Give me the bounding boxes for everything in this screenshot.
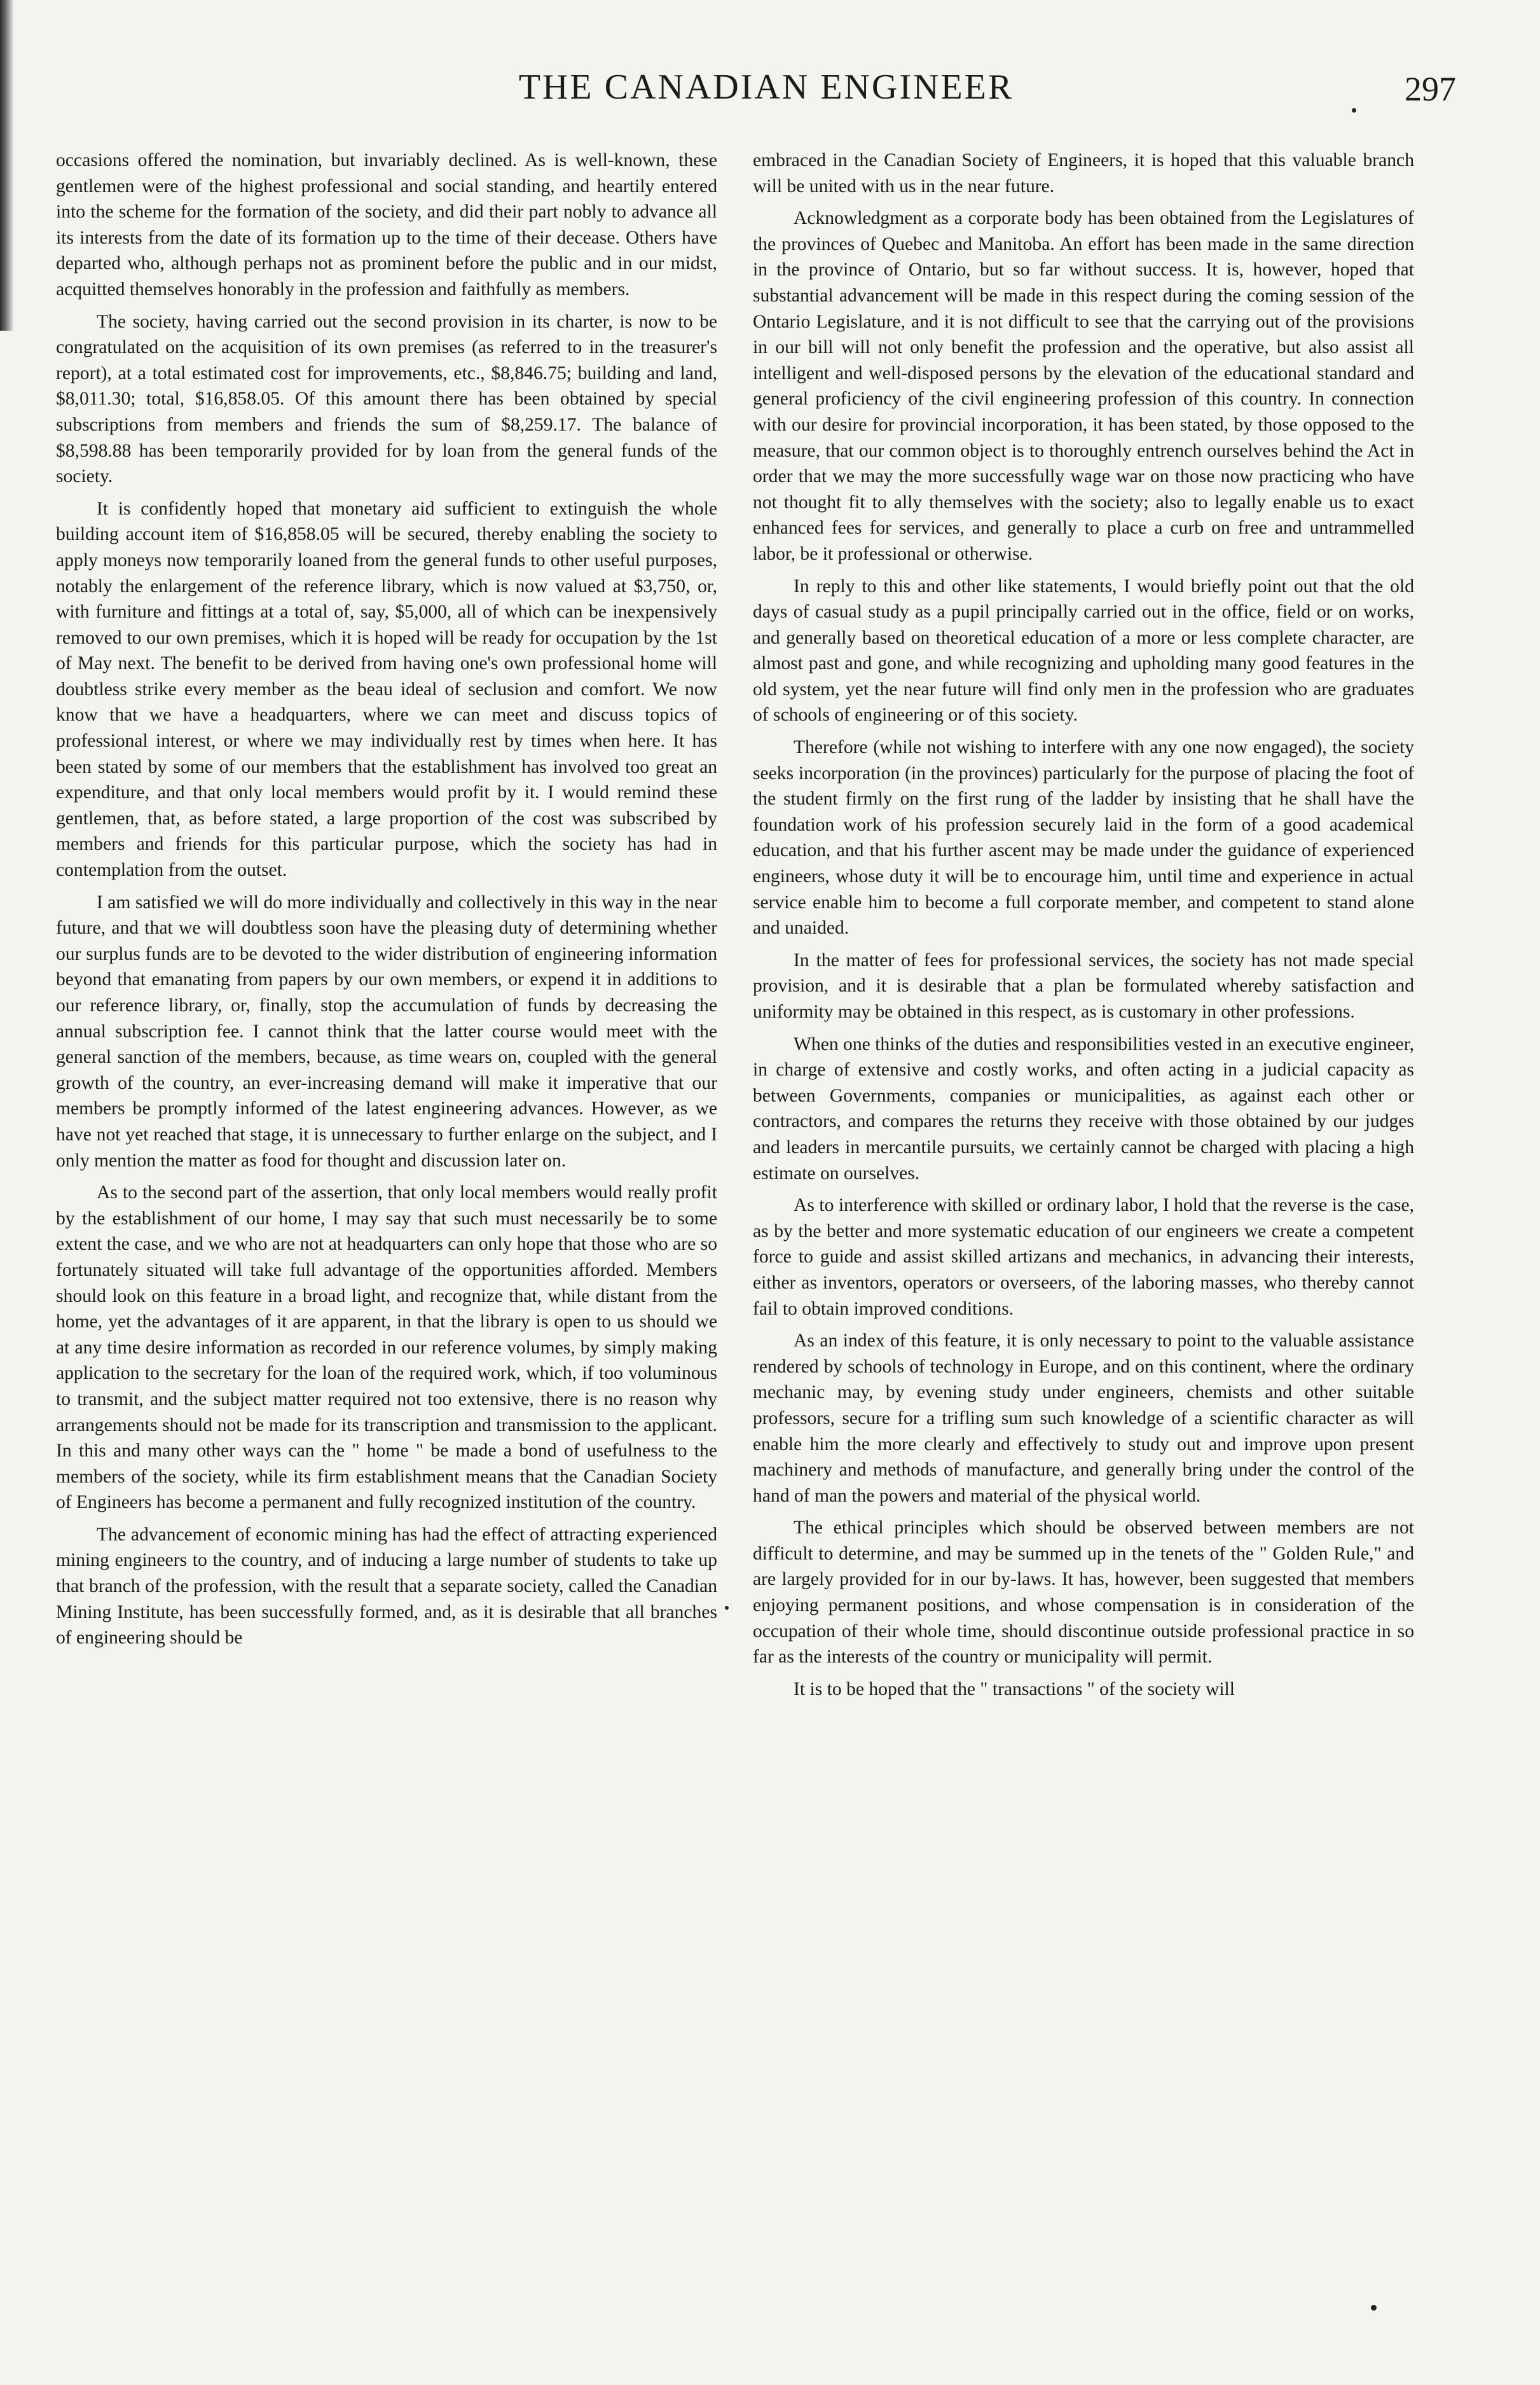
right-text-column [753,148,1414,1702]
paragraph: I am satisfied we will do more individually and collectively in this way in the near future, and that we will doubtless soon have the pleasing duty of determining whether our surplus funds are to be devoted to the wider distribution of engineering information beyond that emanating from papers by our own members, or expend it in additions to our reference library, or, finally, stop the accumulation of funds by decreasing the annual subscription fee. I cannot think that the latter course would meet with the general sanction of the members, because, as time wears on, coupled with the general growth of the country, an ever-increasing demand will make it imperative that our members be promptly informed of the latest engineering advances. However, as we have not yet reached that stage, it is unnecessary to further enlarge on the subject, and I only mention the matter as food for thought and discussion later on. [56,892,717,1171]
paragraph: In reply to this and other like statements, I would briefly point out that the old days of casual study as a pupil principally carried out in the office, field or on works, and generally based on theoretical education of a more or less complete character, are almost past and gone, and while recognizing and upholding many good features in the old system, yet the near future will find only men in the profession who are graduates of schools of engineering or of this society. [753,576,1414,726]
print-speck [725,1606,729,1610]
paragraph: The advancement of economic mining has had the effect of attracting experienced mining engineers to the country, and of inducing a large number of students to take up that branch of the profession, with the result that a separate society, called the Canadian Mining Institute, has been successfully formed, and, as it is desirable that all branches of engineering should be [56,1524,717,1649]
paragraph: The ethical principles which should be observed between members are not difficult to determine, and may be summed up in the tenets of the " Golden Rule," and are largely provided for in our by-laws. It has, however, been suggested that members enjoying permanent positions, and whose compensation is in consideration of the occupation of their whole time, should discontinue outside professional practice in so far as the interests of the country or municipality will permit. [753,1517,1414,1668]
left-text-column [56,148,717,1651]
paragraph: It is to be hoped that the " transactions " of the society will [794,1678,1235,1699]
paragraph: When one thinks of the duties and responsibilities vested in an executive engineer, in charge of extensive and costly works, and often acting in a judicial capacity as between Governments, companies or municipalities, as against each other or contractors, and compares the returns they receive with those obtained by our judges and leaders in mercantile pursuits, we certainly cannot be charged with placing a high estimate on ourselves. [753,1034,1414,1184]
paragraph: As to the second part of the assertion, that only local members would really profit by the establishment of our home, I may say that such must necessarily be to some extent the case, and we who are not at headquarters can only hope that those who are so fortunately situated will take full advantage of the opportunities afforded. Members should look on this feature in a broad light, and recognize that, while distant from the home, yet the advantages of it are apparent, in that the library is open to us should we at any time desire information as recorded in our reference volumes, by simply making application to the secretary for the loan of the required work, which, if too voluminous to transmit, and the subject matter required not too extensive, there is no reason why arrangements should not be made for its transcription and transmission to the applicant. In this and many other ways can the " home " be made a bond of usefulness to the members of the society, while its firm establishment means that the Canadian Society of Engineers has become a permanent and fully recognized institution of the country. [56,1182,717,1513]
paragraph: As an index of this feature, it is only necessary to point to the valuable assistance rendered by schools of technology in Europe, and on this continent, where the ordinary mechanic may, by evening study under engineers, chemists and other suitable professors, secure for a trifling sum such knowledge of a scientific character as will enable him the more clearly and effectively to study out and improve upon present machinery and methods of manufacture, and generally bring under the control of the hand of man the powers and material of the physical world. [753,1331,1414,1506]
paragraph: embraced in the Canadian Society of Engineers, it is hoped that this valuable branch will be united with us in the near future. [753,150,1414,197]
print-speck [1352,108,1356,113]
page-header [51,67,1482,124]
paragraph: occasions offered the nomination, but invariably declined. As is well-known, these gentlemen were of the highest professional and social standing, and heartily entered into the scheme for the formation of the society, and did their part nobly to advance all its interests from the date of its formation up to the time of their decease. Others have departed who, although perhaps not as prominent before the public and in our midst, acquitted themselves honorably in the profession and faithfully as members. [56,150,717,300]
paragraph: In the matter of fees for professional services, the society has not made special provision, and it is desirable that a plan be formulated whereby satisfaction and uniformity may be obtained in this respect, as is customary in other professions. [753,950,1414,1022]
page-binding-shadow [0,0,14,331]
print-speck [1371,2305,1377,2311]
page-number: 297 [1405,70,1456,108]
paragraph: Acknowledgment as a corporate body has been obtained from the Legislatures of the provinces of Quebec and Manitoba. An effort has been made in the same direction in the province of Ontario, but so far without success. It is, however, hoped that substantial advancement will be made in this respect during the coming session of the Ontario Legislature, and it is not difficult to see that the carrying out of the provisions in our bill will not only benefit the profession and the operative, but also assist all intelligent and well-disposed persons by the elevation of the educational standard and general proficiency of the civil engineering profession of this country. In connection with our desire for provincial incorporation, it has been stated, by those opposed to the measure, that our common object is to thoroughly entrench ourselves behind the Act in order that we may the more successfully wage war on those now practicing who have not thought fit to ally themselves with the society; also to legally enable us to exact enhanced fees for services, and generally to place a curb on free and untrammelled labor, be it professional or otherwise. [753,208,1414,564]
paragraph: It is confidently hoped that monetary aid sufficient to extinguish the whole building account item of $16,858.05 will be secured, thereby enabling the society to apply moneys now temporarily loaned from the general funds to other useful purposes, notably the enlargement of the reference library, which is now valued at $3,750, or, with furniture and fittings at a total of, say, $5,000, all of which can be inexpensively removed to our own premises, which it is hoped will be ready for occupation by the 1st of May next. The benefit to be derived from having one's own professional home will doubtless strike every member as the beau ideal of seclusion and comfort. We now know that we have a headquarters, where we can meet and discuss topics of professional interest, or where we may individually rest by times when here. It has been stated by some of our members that the establishment has involved too great an expenditure, and that only local members would profit by it. I would remind these gentlemen, that, as before stated, a large proportion of the cost was subscribed by members and friends for this particular purpose, which the society has had in contemplation from the outset. [56,498,717,881]
journal-title: THE CANADIAN ENGINEER [518,67,1014,107]
paragraph: As to interference with skilled or ordinary labor, I hold that the reverse is the case, as by the better and more systematic education of our engineers we create a competent force to guide and assist skilled artizans and mechanics, in advancing their interests, either as inventors, operators or overseers, of the laboring masses, who thereby cannot fail to obtain improved conditions. [753,1195,1414,1319]
paragraph: Therefore (while not wishing to interfere with any one now engaged), the society seeks incorporation (in the provinces) particularly for the purpose of placing the foot of the student firmly on the first rung of the ladder by insisting that he shall have the foundation work of his profession securely laid in the form of a good academical education, and that his further ascent may be made under the guidance of experienced engineers, whose duty it will be to encourage him, until time and experience in actual service enable him to become a full corporate member, and competent to stand alone and unaided. [753,737,1414,939]
paragraph: The society, having carried out the second provision in its charter, is now to be congratulated on the acquisition of its own premises (as referred to in the treasurer's report), at a total estimated cost for improvements, etc., $8,846.75; building and land, $8,011.30; total, $16,858.05. Of this amount there has been obtained by special subscriptions from members and friends the sum of $8,259.17. The balance of $8,598.88 has been temporarily provided for by loan from the general funds of the society. [56,311,717,487]
